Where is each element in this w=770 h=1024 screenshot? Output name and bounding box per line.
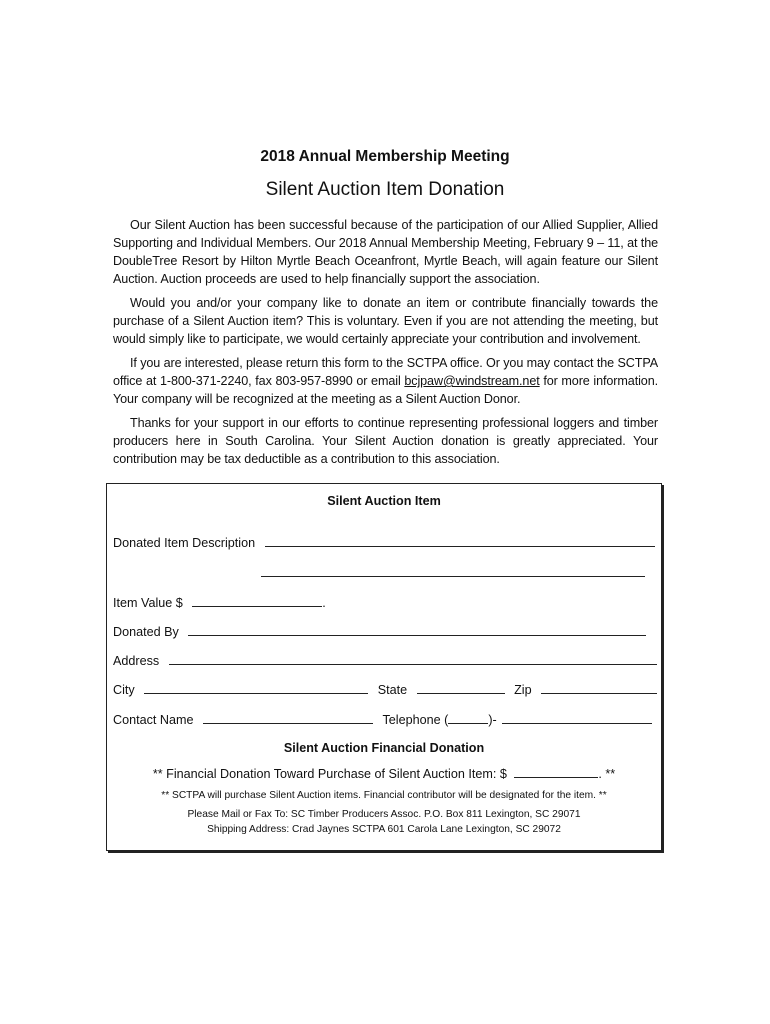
address-label: Address xyxy=(113,654,160,668)
city-label: City xyxy=(113,683,135,697)
zip-field[interactable] xyxy=(541,681,657,694)
donated-by-label: Donated By xyxy=(113,625,179,639)
donated-item-label: Donated Item Description xyxy=(113,536,256,550)
contact-text-before: If you are interested, please return this form to the SCTPA office. Or you may contact the SCTPA office at 1-800-371-2240, fax 803-957-8990 or email xyxy=(113,356,658,388)
financial-donation-title: Silent Auction Financial Donation xyxy=(283,741,485,755)
zip-label: Zip xyxy=(514,683,532,697)
page-title: 2018 Annual Membership Meeting xyxy=(260,148,510,165)
page-subtitle: Silent Auction Item Donation xyxy=(265,179,505,200)
donated-by-row xyxy=(113,623,646,639)
donated-item-row xyxy=(113,534,655,550)
intro-paragraph-2: Would you and/or your company like to donate an item or contribute financially towards the purchase of a Silent Auction item? This is voluntary. Even if you are not attending the meeting, but would simply like to participate, we would certainly appreciate your contribution and involvement. xyxy=(113,296,658,346)
state-label: State xyxy=(377,683,408,697)
sctpa-note: ** SCTPA will purchase Silent Auction items. Financial contributor will be designated for the item. ** xyxy=(161,790,607,801)
address-field[interactable] xyxy=(169,652,657,665)
area-code-field[interactable] xyxy=(448,711,488,724)
donated-item-field[interactable] xyxy=(265,534,655,547)
financial-amount-field[interactable] xyxy=(514,765,598,778)
form-title: Silent Auction Item xyxy=(327,494,441,508)
contact-name-label: Contact Name xyxy=(113,713,194,727)
city-field[interactable] xyxy=(144,681,368,694)
item-value-label: Item Value $ xyxy=(113,596,183,610)
item-value-row xyxy=(113,594,326,610)
intro-paragraph-3: Thanks for your support in our efforts to continue representing professional loggers and timber producers here in South Carolina. Your Silent Auction donation is greatly appreciated. Your contribution may be tax deductible as a contribution to this association. xyxy=(113,416,658,466)
intro-paragraph-1: Our Silent Auction has been successful because of the participation of our Allied Supplier, Allied Supporting and Individual Members. Our 2018 Annual Membership Meeting, February 9 – 11, at the DoubleTree Resort by Hilton Myrtle Beach Oceanfront, Myrtle Beach, will again feature our Silent Auction. Auction proceeds are used to help financially support the association. xyxy=(113,218,658,286)
donated-item-field-2[interactable] xyxy=(261,564,645,577)
email-link[interactable]: bcjpaw@windstream.net xyxy=(404,374,540,388)
intro-text xyxy=(113,216,658,474)
contact-text-after: for more information. Your company will be recognized at the meeting as a Silent Auction Donor. xyxy=(113,374,658,406)
address-row xyxy=(113,652,657,668)
telephone-separator: )- xyxy=(488,713,497,727)
city-state-zip-row xyxy=(113,681,657,697)
financial-donation-row xyxy=(107,765,661,781)
contact-row xyxy=(113,711,652,727)
financial-donation-label: ** Financial Donation Toward Purchase of Silent Auction Item: $ xyxy=(152,767,507,781)
financial-donation-suffix: . ** xyxy=(598,767,616,781)
shipping-address: Shipping Address: Crad Jaynes SCTPA 601 Carola Lane Lexington, SC 29072 xyxy=(207,824,561,835)
mail-address: Please Mail or Fax To: SC Timber Producers Assoc. P.O. Box 811 Lexington, SC 29071 xyxy=(187,809,581,820)
item-value-suffix: . xyxy=(322,596,326,610)
state-field[interactable] xyxy=(417,681,505,694)
item-value-field[interactable] xyxy=(192,594,322,607)
donation-form xyxy=(106,483,662,851)
telephone-label: Telephone ( xyxy=(382,713,449,727)
donated-item-row-2 xyxy=(261,564,645,580)
contact-name-field[interactable] xyxy=(203,711,373,724)
telephone-field[interactable] xyxy=(502,711,652,724)
contact-paragraph xyxy=(113,354,658,408)
donated-by-field[interactable] xyxy=(188,623,646,636)
